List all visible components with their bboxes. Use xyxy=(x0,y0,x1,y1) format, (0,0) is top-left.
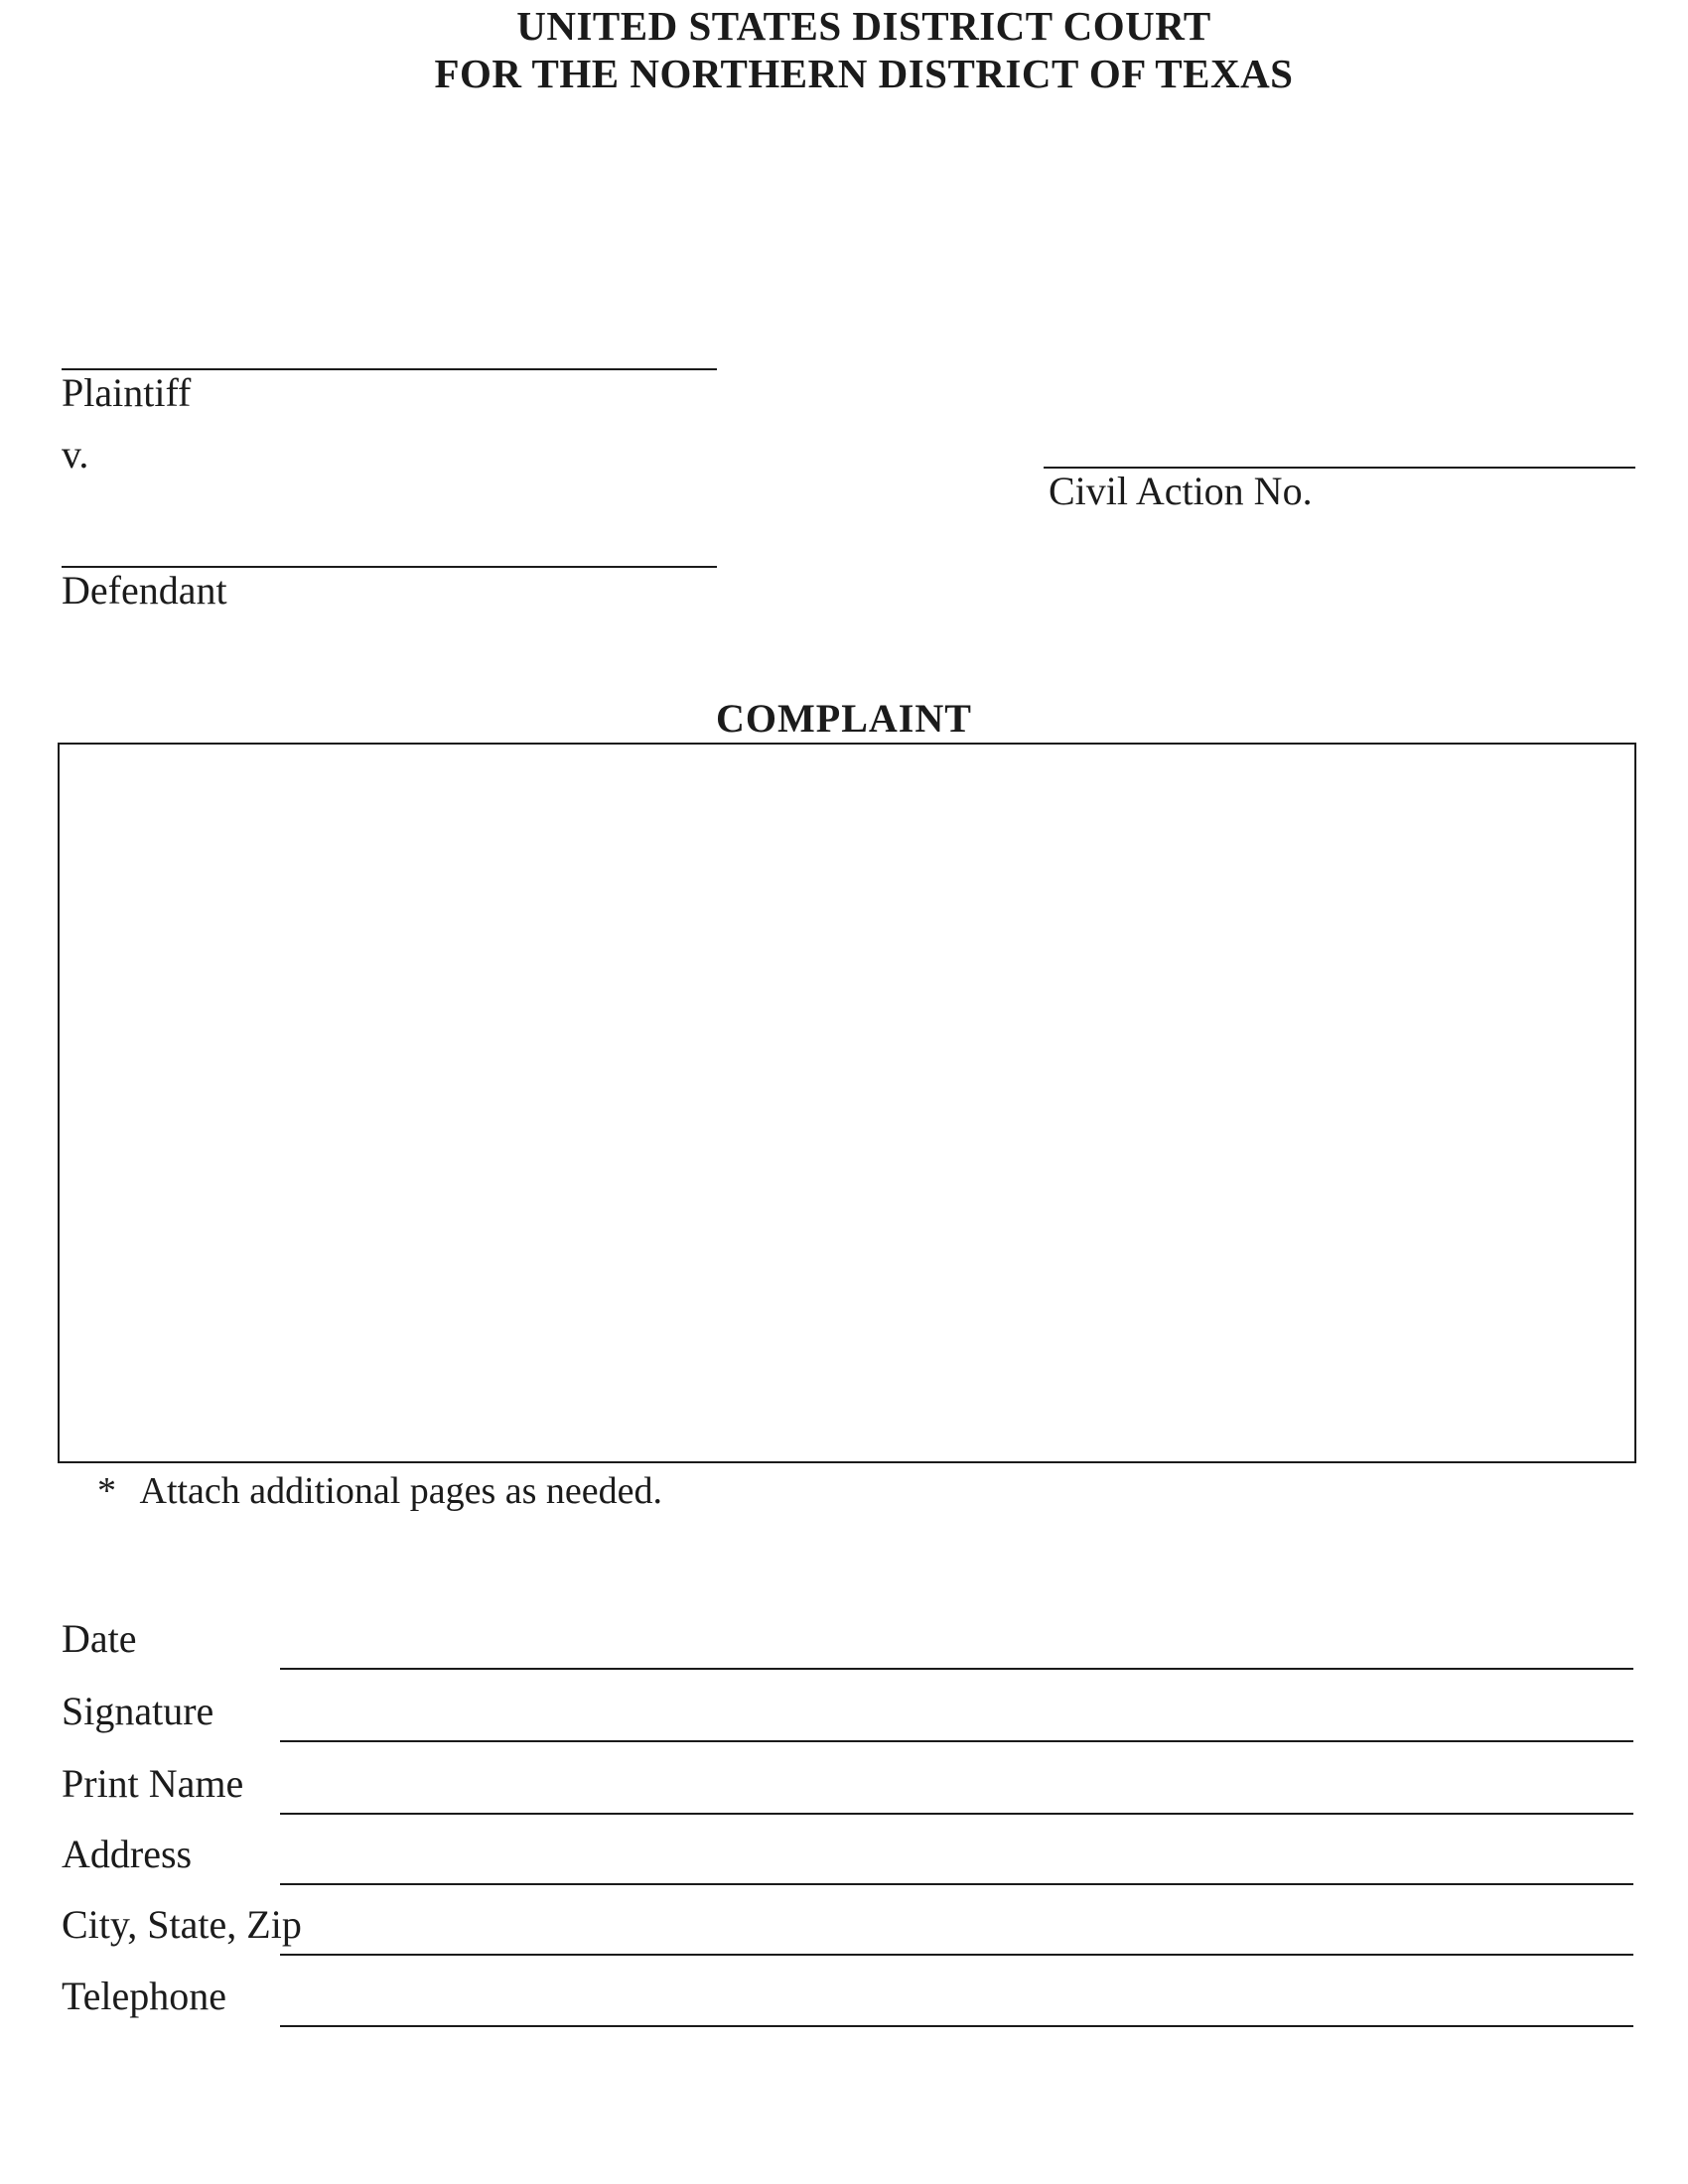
address-label: Address xyxy=(62,1832,193,1876)
plaintiff-label: Plaintiff xyxy=(62,370,192,415)
footnote xyxy=(97,1472,662,1510)
footnote-text: Attach additional pages as needed. xyxy=(139,1470,663,1512)
print-name-line[interactable] xyxy=(280,1813,1633,1815)
footnote-asterisk: * xyxy=(97,1470,116,1512)
complaint-heading-text: COMPLAINT xyxy=(716,696,972,747)
court-title xyxy=(89,2,1638,97)
civil-action-label: Civil Action No. xyxy=(1049,469,1313,513)
complaint-heading xyxy=(0,696,1688,741)
signature-line[interactable] xyxy=(280,1740,1633,1742)
court-title-line2: FOR THE NORTHERN DISTRICT OF TEXAS xyxy=(434,51,1294,96)
telephone-line[interactable] xyxy=(280,2025,1633,2027)
defendant-label: Defendant xyxy=(62,568,227,613)
city-state-zip-line[interactable] xyxy=(280,1954,1633,1956)
telephone-label: Telephone xyxy=(62,1974,227,2018)
court-title-line1: UNITED STATES DISTRICT COURT xyxy=(516,3,1211,49)
address-line[interactable] xyxy=(280,1883,1633,1885)
date-label: Date xyxy=(62,1616,137,1661)
versus-label: v. xyxy=(62,432,89,477)
city-state-zip-label: City, State, Zip xyxy=(62,1902,302,1947)
print-name-label: Print Name xyxy=(62,1761,244,1806)
complaint-text-area[interactable] xyxy=(58,743,1636,1463)
signature-label: Signature xyxy=(62,1689,214,1733)
date-line[interactable] xyxy=(280,1668,1633,1670)
